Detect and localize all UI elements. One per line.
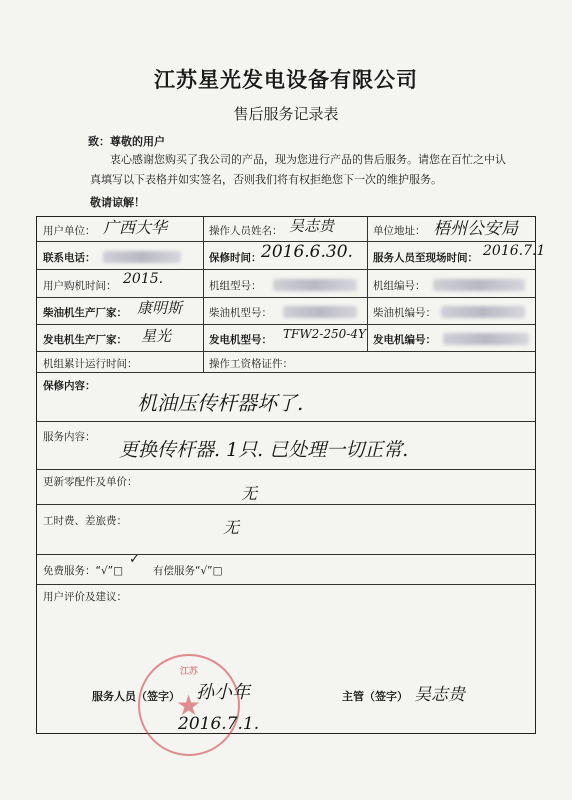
diesel-maker-value: 康明斯 — [137, 299, 183, 317]
phone-label: 联系电话： — [43, 252, 96, 264]
row-divider — [37, 372, 535, 373]
greeting: 致：尊敬的用户 — [88, 135, 165, 148]
operator-name-label: 操作人员姓名： — [209, 225, 283, 237]
unit-number-label: 机组编号： — [373, 280, 426, 292]
warranty-time-value: 2016.6.30. — [261, 242, 353, 262]
warranty-time-label: 保修时间： — [209, 252, 262, 264]
free-service-option: 免费服务：“√”□ — [43, 565, 123, 577]
redacted-unit-model — [273, 279, 357, 291]
checkmark-icon: ✓ — [129, 552, 140, 567]
redacted-unit-number — [433, 279, 525, 291]
generator-model-value: TFW2-250-4Y — [283, 327, 366, 341]
company-title: 江苏星光发电设备有限公司 — [154, 68, 418, 92]
unit-address-label: 单位地址： — [373, 225, 426, 237]
generator-model-label: 发电机型号： — [209, 334, 272, 346]
column-divider — [367, 217, 368, 351]
generator-number-label: 发电机编号： — [373, 334, 436, 346]
generator-maker-value: 星光 — [141, 327, 172, 345]
record-form — [36, 216, 546, 734]
operator-name-value: 吴志贵 — [289, 217, 335, 235]
operator-cert-label: 操作工资格证件： — [209, 358, 293, 370]
thanks-note: 敬请谅解！ — [90, 196, 145, 209]
column-divider — [203, 217, 204, 372]
runtime-label: 机组累计运行时间： — [43, 358, 138, 370]
diesel-model-label: 柴油机型号： — [209, 307, 272, 319]
generator-maker-label: 发电机生产厂家： — [43, 334, 127, 346]
row-divider — [37, 554, 535, 555]
sign-date: 2016.7.1. — [178, 714, 260, 734]
paid-service-option: 有偿服务“√”□ — [153, 565, 223, 577]
redacted-diesel-model — [283, 306, 357, 318]
intro-paragraph: 衷心感谢您购买了我公司的产品，现为您进行产品的售后服务。请您在百忙之中认真填写以下表格并如实签名，否则我们将有权拒绝您下一次的维护服务。 — [90, 153, 506, 186]
parts-value: 无 — [241, 484, 258, 503]
seal-text: 江苏 — [180, 667, 199, 677]
redacted-diesel-number — [441, 306, 525, 318]
redacted-phone — [103, 251, 181, 263]
service-staff-sign-label: 服务人员（签字） — [92, 690, 180, 703]
unit-model-label: 机组型号： — [209, 280, 262, 292]
seal-star-icon: ★ — [176, 689, 202, 722]
purchase-time-label: 用户购机时间： — [43, 280, 117, 292]
manager-sign-label: 主管（签字） — [342, 690, 408, 703]
parts-label: 更新零配件及单价： — [43, 476, 138, 488]
fees-label: 工时费、差旅费： — [43, 515, 127, 527]
user-unit-label: 用户单位： — [43, 225, 96, 237]
purchase-time-value: 2015. — [123, 271, 164, 287]
row-divider — [37, 421, 535, 422]
row-divider — [37, 469, 535, 470]
repair-content-label: 保修内容： — [43, 380, 96, 392]
arrival-time-value: 2016.7.1 — [483, 243, 546, 259]
service-content-label: 服务内容： — [43, 431, 96, 443]
company-seal — [138, 654, 240, 756]
row-divider — [37, 269, 535, 270]
row-divider — [37, 351, 535, 352]
service-content-value: 更换传杆器. 1只. 已处理一切正常. — [119, 439, 409, 461]
form-title: 售后服务记录表 — [233, 105, 339, 123]
row-divider — [37, 297, 535, 298]
manager-signature: 吴志贵 — [414, 685, 465, 705]
fees-value: 无 — [223, 518, 240, 537]
repair-content-value: 机油压传杆器坏了. — [137, 391, 304, 415]
unit-address-value: 梧州公安局 — [433, 219, 518, 239]
redacted-generator-number — [443, 333, 529, 345]
user-unit-value: 广西大华 — [103, 218, 168, 237]
service-staff-signature: 孙小年 — [196, 682, 250, 703]
row-divider — [37, 584, 535, 585]
row-divider — [37, 504, 535, 505]
arrival-time-label: 服务人员至现场时间： — [373, 252, 478, 264]
diesel-number-label: 柴油机编号： — [373, 307, 436, 319]
row-divider — [37, 324, 535, 325]
diesel-maker-label: 柴油机生产厂家： — [43, 307, 127, 319]
feedback-label: 用户评价及建议： — [43, 591, 127, 603]
